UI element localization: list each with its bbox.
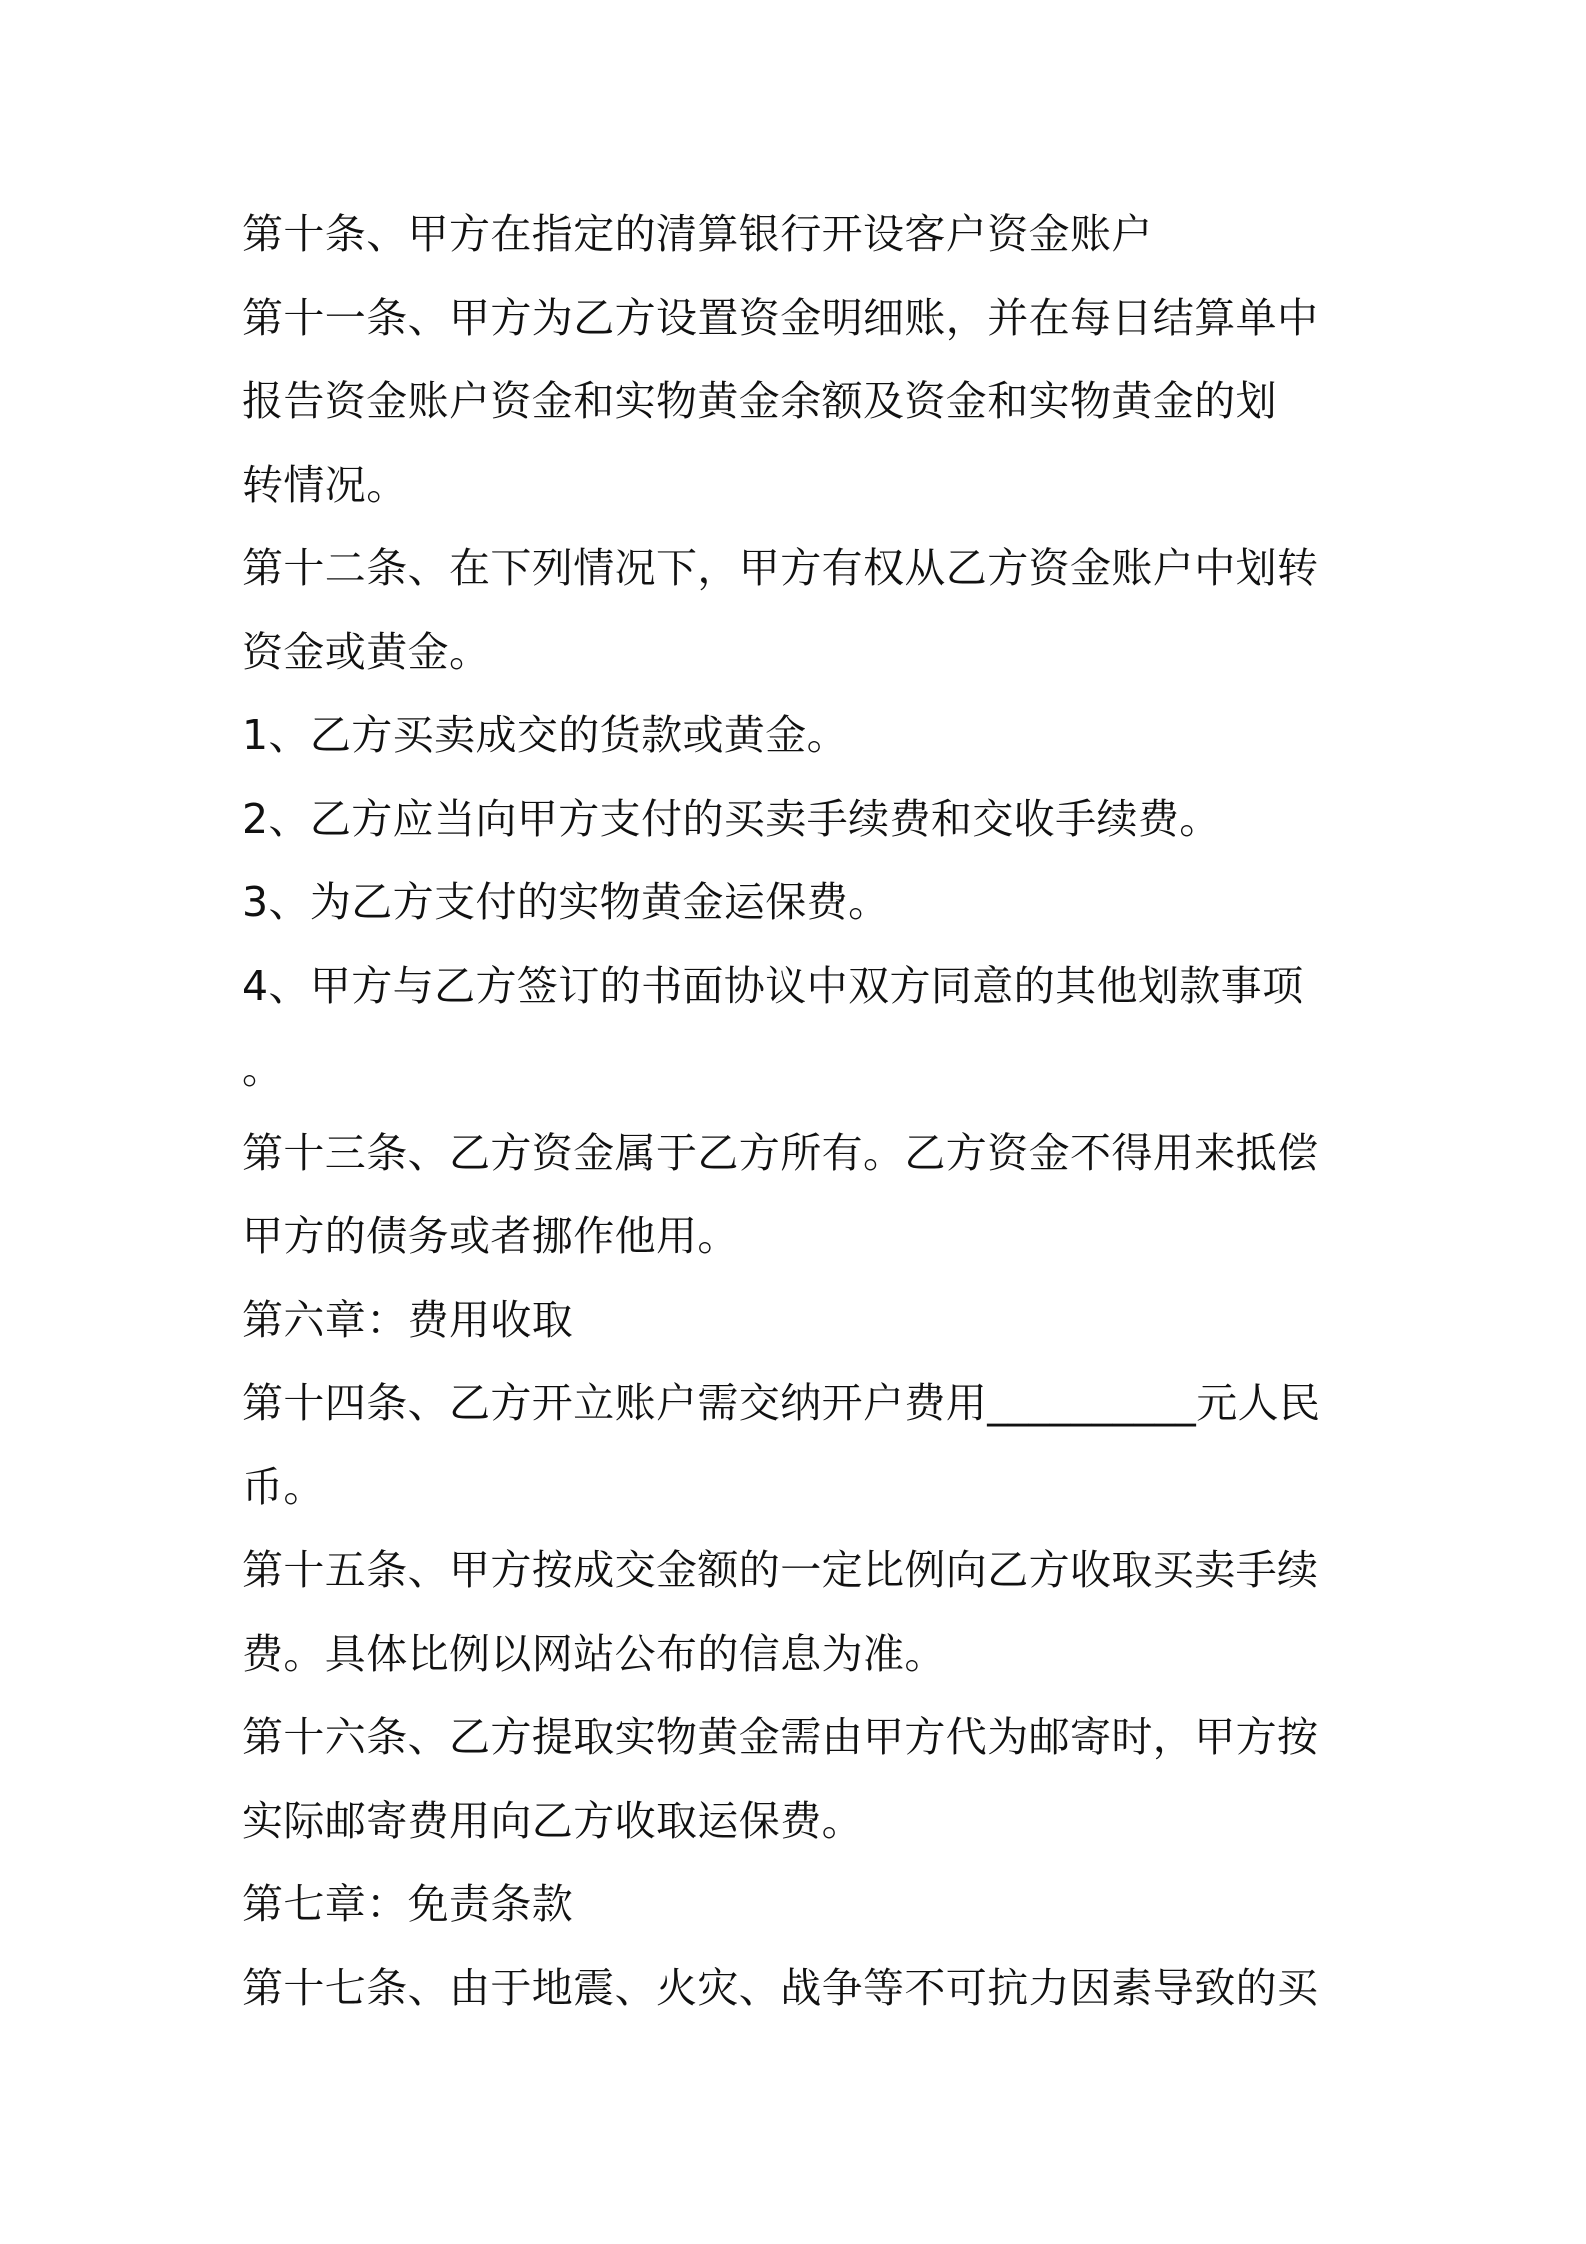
document-body bbox=[242, 193, 1362, 2030]
article-17-line-1: 第十七条、由于地震、火灾、战争等不可抗力因素导致的买 bbox=[242, 1963, 1319, 2012]
article-13-line-1: 第十三条、乙方资金属于乙方所有。乙方资金不得用来抵偿 bbox=[242, 1128, 1319, 1177]
article-11-line-2: 报告资金账户资金和实物黄金余额及资金和实物黄金的划 bbox=[242, 377, 1277, 425]
article-12-line-2: 资金或黄金。 bbox=[242, 627, 491, 676]
article-12-line-1: 第十二条、在下列情况下，甲方有权从乙方资金账户中划转 bbox=[242, 544, 1319, 592]
article-14-line-1: 第十四条、乙方开立账户需交纳开户费用__________元人民 bbox=[242, 1379, 1321, 1427]
article-14-line-2: 币。 bbox=[242, 1462, 325, 1511]
article-15-line-2: 费。具体比例以网站公布的信息为准。 bbox=[242, 1629, 946, 1678]
article-11-line-1: 第十一条、甲方为乙方设置资金明细账，并在每日结算单中 bbox=[242, 293, 1319, 342]
article-12-item-1: 1、乙方买卖成交的货款或黄金。 bbox=[242, 711, 849, 759]
article-16-line-2: 实际邮寄费用向乙方收取运保费。 bbox=[242, 1796, 863, 1845]
chapter-6-heading: 第六章：费用收取 bbox=[242, 1295, 574, 1344]
article-12-item-2: 2、乙方应当向甲方支付的买卖手续费和交收手续费。 bbox=[242, 794, 1221, 843]
article-12-item-4-line-2: 。 bbox=[242, 1045, 284, 1093]
article-10-line-1: 第十条、甲方在指定的清算银行开设客户资金账户 bbox=[242, 210, 1153, 258]
chapter-7-heading: 第七章：免责条款 bbox=[242, 1880, 574, 1928]
article-12-item-4-line-1: 4、甲方与乙方签订的书面协议中双方同意的其他划款事项 bbox=[242, 961, 1304, 1010]
article-12-item-3: 3、为乙方支付的实物黄金运保费。 bbox=[242, 878, 890, 926]
article-16-line-1: 第十六条、乙方提取实物黄金需由甲方代为邮寄时，甲方按 bbox=[242, 1713, 1319, 1761]
article-13-line-2: 甲方的债务或者挪作他用。 bbox=[242, 1212, 739, 1260]
article-15-line-1: 第十五条、甲方按成交金额的一定比例向乙方收取买卖手续 bbox=[242, 1546, 1319, 1594]
article-11-line-3: 转情况。 bbox=[242, 460, 408, 509]
